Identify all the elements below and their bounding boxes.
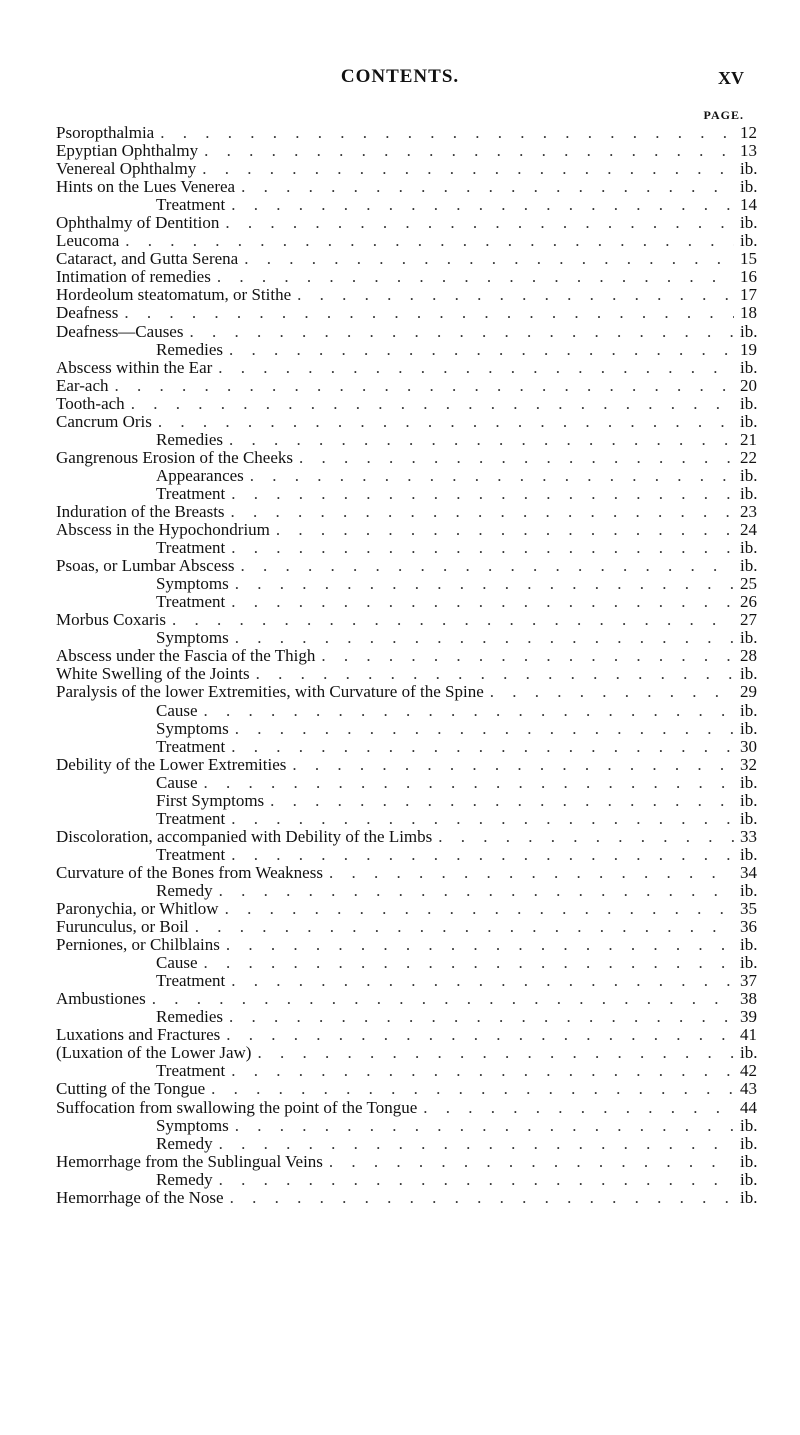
toc-entry-page: ib. — [740, 1133, 758, 1153]
toc-entry-title: White Swelling of the Joints — [56, 664, 250, 684]
toc-entry — [56, 972, 764, 990]
dot-leader — [490, 683, 734, 701]
toc-entry-page: 28 — [740, 646, 757, 666]
dot-leader — [219, 1135, 734, 1153]
toc-entry-page: ib. — [740, 538, 758, 558]
toc-entry-page: 17 — [740, 285, 757, 305]
dot-leader — [229, 341, 734, 359]
toc-entry-page: 43 — [740, 1079, 757, 1099]
toc-entry — [56, 449, 764, 467]
dot-leader — [231, 810, 734, 828]
toc-entry — [56, 1008, 764, 1026]
dot-leader — [270, 792, 734, 810]
toc-entry-title: Hemorrhage from the Sublingual Veins — [56, 1151, 323, 1171]
toc-entry-title: Curvature of the Bones from Weakness — [56, 862, 323, 882]
toc-entry-title: Treatment — [156, 808, 226, 828]
dot-leader — [276, 521, 734, 539]
toc-entry-title: Deafness — [56, 303, 119, 323]
dot-leader — [225, 900, 734, 918]
toc-entry-title: Cataract, and Gutta Serena — [56, 249, 239, 269]
toc-entry-title: Hemorrhage of the Nose — [56, 1187, 224, 1207]
toc-entry — [56, 936, 764, 954]
toc-entry — [56, 341, 764, 359]
toc-entry-title: Ear-ach — [56, 375, 109, 395]
toc-entry-title: Abscess in the Hypochondrium — [56, 520, 270, 540]
toc-entry-page: ib. — [740, 1169, 758, 1189]
toc-entry — [56, 250, 764, 268]
toc-entry-page: 18 — [740, 303, 757, 323]
toc-entry — [56, 864, 764, 882]
toc-entry-page: 41 — [740, 1025, 757, 1045]
toc-entry-title: Symptoms — [156, 1115, 229, 1135]
dot-leader — [218, 359, 734, 377]
toc-entry-page: 27 — [740, 610, 757, 630]
toc-entry-title: Remedies — [156, 339, 224, 359]
toc-entry-page: ib. — [740, 483, 758, 503]
toc-entry — [56, 774, 764, 792]
toc-entry-title: Luxations and Fractures — [56, 1025, 221, 1045]
toc-entry-title: Symptoms — [156, 718, 229, 738]
contents-list — [56, 124, 764, 1207]
toc-entry-page: 16 — [740, 267, 757, 287]
toc-entry — [56, 124, 764, 142]
toc-entry-title: Abscess under the Fascia of the Thigh — [56, 646, 316, 666]
toc-entry-title: Discoloration, accompanied with Debility of the Limbs — [56, 826, 433, 846]
toc-entry-page: ib. — [740, 880, 758, 900]
toc-entry-title: Cancrum Oris — [56, 411, 152, 431]
toc-entry — [56, 1171, 764, 1189]
dot-leader — [231, 1062, 734, 1080]
toc-entry-page: ib. — [740, 1115, 758, 1135]
dot-leader — [231, 738, 734, 756]
toc-entry-title: Remedy — [156, 880, 213, 900]
dot-leader — [256, 665, 734, 683]
toc-entry — [56, 377, 764, 395]
toc-entry-page: ib. — [740, 159, 758, 179]
toc-entry — [56, 1153, 764, 1171]
toc-entry — [56, 593, 764, 611]
toc-entry-page: ib. — [740, 935, 758, 955]
toc-entry — [56, 142, 764, 160]
dot-leader — [240, 557, 734, 575]
toc-entry — [56, 395, 764, 413]
dot-leader — [219, 1171, 734, 1189]
toc-entry-page: 12 — [740, 123, 757, 142]
toc-entry-title: Paralysis of the lower Extremities, with Curvature of the Spine — [56, 682, 484, 702]
dot-leader — [299, 449, 734, 467]
toc-entry — [56, 557, 764, 575]
toc-entry-page: 37 — [740, 971, 757, 991]
dot-leader — [292, 756, 734, 774]
toc-entry-page: 44 — [740, 1097, 757, 1117]
toc-entry-title: Gangrenous Erosion of the Cheeks — [56, 447, 294, 467]
toc-entry — [56, 1117, 764, 1135]
dot-leader — [231, 539, 734, 557]
toc-entry-title: Treatment — [156, 1061, 226, 1081]
toc-entry-title: Leucoma — [56, 231, 120, 251]
toc-entry — [56, 268, 764, 286]
dot-leader — [204, 142, 734, 160]
toc-entry — [56, 196, 764, 214]
toc-entry-title: Cause — [156, 700, 198, 720]
toc-entry-page: ib. — [740, 231, 758, 251]
dot-leader — [241, 178, 734, 196]
toc-entry-title: Treatment — [156, 736, 226, 756]
toc-entry-page: ib. — [740, 953, 758, 973]
toc-entry — [56, 431, 764, 449]
dot-leader — [231, 972, 734, 990]
toc-entry — [56, 1099, 764, 1117]
dot-leader — [204, 774, 734, 792]
dot-leader — [131, 395, 734, 413]
toc-entry — [56, 1044, 764, 1062]
toc-entry-title: Appearances — [156, 465, 244, 485]
dot-leader — [158, 413, 734, 431]
dot-leader — [115, 377, 734, 395]
toc-entry-page: ib. — [740, 790, 758, 810]
toc-entry-title: Induration of the Breasts — [56, 501, 225, 521]
toc-entry-page: 21 — [740, 429, 757, 449]
toc-entry-page: ib. — [740, 772, 758, 792]
page-number: XV — [718, 68, 744, 88]
toc-entry — [56, 611, 764, 629]
toc-entry — [56, 160, 764, 178]
toc-entry-title: Suffocation from swallowing the point of the Tongue — [56, 1097, 418, 1117]
toc-entry — [56, 413, 764, 431]
toc-entry-page: ib. — [740, 213, 758, 233]
toc-entry-title: Treatment — [156, 971, 226, 991]
toc-entry-page: ib. — [740, 393, 758, 413]
dot-leader — [204, 954, 734, 972]
dot-leader — [172, 611, 734, 629]
toc-entry-title: Tooth-ach — [56, 393, 125, 413]
dot-leader — [235, 720, 734, 738]
toc-entry — [56, 1189, 764, 1207]
toc-entry-title: (Luxation of the Lower Jaw) — [56, 1043, 252, 1063]
toc-entry-page: 30 — [740, 736, 757, 756]
toc-entry — [56, 629, 764, 647]
toc-entry — [56, 810, 764, 828]
toc-entry-title: Treatment — [156, 844, 226, 864]
toc-entry-title: Hordeolum steatomatum, or Stithe — [56, 285, 292, 305]
dot-leader — [230, 1189, 734, 1207]
toc-entry-title: Symptoms — [156, 628, 229, 648]
toc-entry-title: Intimation of remedies — [56, 267, 211, 287]
dot-leader — [160, 124, 734, 142]
page-title: CONTENTS. — [340, 66, 460, 87]
toc-entry — [56, 1080, 764, 1098]
toc-entry-title: Treatment — [156, 592, 226, 612]
toc-entry-page: 25 — [740, 574, 757, 594]
toc-entry — [56, 539, 764, 557]
toc-entry — [56, 846, 764, 864]
toc-entry — [56, 756, 764, 774]
toc-entry-page: ib. — [740, 321, 758, 341]
toc-entry-page: ib. — [740, 718, 758, 738]
toc-entry — [56, 1135, 764, 1153]
dot-leader — [297, 286, 734, 304]
toc-entry-title: Remedy — [156, 1133, 213, 1153]
toc-entry-title: Symptoms — [156, 574, 229, 594]
toc-entry — [56, 990, 764, 1008]
toc-entry-page: ib. — [740, 411, 758, 431]
toc-entry — [56, 1026, 764, 1044]
dot-leader — [202, 160, 734, 178]
toc-entry-title: Epyptian Ophthalmy — [56, 141, 199, 161]
toc-entry-page: 29 — [740, 682, 757, 702]
toc-entry-title: Deafness—Causes — [56, 321, 184, 341]
toc-entry — [56, 720, 764, 738]
toc-entry — [56, 232, 764, 250]
toc-entry — [56, 286, 764, 304]
toc-entry — [56, 485, 764, 503]
toc-entry-title: Perniones, or Chilblains — [56, 935, 220, 955]
toc-entry-page: ib. — [740, 664, 758, 684]
dot-leader — [189, 323, 734, 341]
dot-leader — [235, 1117, 734, 1135]
toc-entry-page: 20 — [740, 375, 757, 395]
dot-leader — [226, 1026, 734, 1044]
dot-leader — [231, 846, 734, 864]
dot-leader — [125, 232, 734, 250]
dot-leader — [250, 467, 734, 485]
toc-entry-page: ib. — [740, 628, 758, 648]
toc-entry — [56, 304, 764, 322]
toc-entry — [56, 900, 764, 918]
toc-entry-page: 42 — [740, 1061, 757, 1081]
toc-entry-page: 34 — [740, 862, 757, 882]
toc-entry — [56, 828, 764, 846]
toc-entry-title: Cutting of the Tongue — [56, 1079, 206, 1099]
toc-entry-page: ib. — [740, 700, 758, 720]
dot-leader — [124, 304, 734, 322]
toc-entry — [56, 702, 764, 720]
toc-entry-title: Venereal Ophthalmy — [56, 159, 197, 179]
toc-entry-page: 14 — [740, 195, 757, 215]
running-head — [0, 66, 800, 90]
toc-entry — [56, 738, 764, 756]
toc-entry-page: 13 — [740, 141, 757, 161]
dot-leader — [235, 575, 734, 593]
toc-entry-page: ib. — [740, 1187, 758, 1207]
toc-entry-page: ib. — [740, 1151, 758, 1171]
toc-entry-title: Treatment — [156, 483, 226, 503]
toc-entry-page: ib. — [740, 177, 758, 197]
toc-entry-page: ib. — [740, 357, 758, 377]
dot-leader — [229, 1008, 734, 1026]
dot-leader — [152, 990, 734, 1008]
dot-leader — [231, 503, 734, 521]
toc-entry-page: 23 — [740, 501, 757, 521]
toc-entry-page: ib. — [740, 1043, 758, 1063]
toc-entry-title: Morbus Coxaris — [56, 610, 167, 630]
toc-entry-title: Treatment — [156, 195, 226, 215]
toc-entry-title: Debility of the Lower Extremities — [56, 754, 287, 774]
toc-entry-page: 36 — [740, 917, 757, 937]
toc-entry-page: 15 — [740, 249, 757, 269]
toc-entry-page: ib. — [740, 808, 758, 828]
toc-entry-title: Paronychia, or Whitlow — [56, 899, 219, 919]
toc-entry — [56, 503, 764, 521]
toc-entry — [56, 918, 764, 936]
toc-entry-title: Treatment — [156, 538, 226, 558]
toc-entry — [56, 575, 764, 593]
toc-entry — [56, 467, 764, 485]
toc-entry — [56, 521, 764, 539]
toc-entry-page: ib. — [740, 465, 758, 485]
dot-leader — [244, 250, 734, 268]
toc-entry — [56, 323, 764, 341]
dot-leader — [211, 1080, 734, 1098]
dot-leader — [329, 864, 734, 882]
toc-entry-title: Cause — [156, 772, 198, 792]
toc-entry-title: First Symptoms — [156, 790, 265, 810]
toc-entry — [56, 882, 764, 900]
dot-leader — [423, 1099, 734, 1117]
toc-entry — [56, 683, 764, 701]
toc-entry-title: Remedy — [156, 1169, 213, 1189]
dot-leader — [195, 918, 734, 936]
toc-entry-page: 22 — [740, 447, 757, 467]
dot-leader — [217, 268, 734, 286]
toc-entry-title: Hints on the Lues Venerea — [56, 177, 236, 197]
dot-leader — [231, 593, 734, 611]
toc-entry-page: 32 — [740, 754, 757, 774]
toc-entry-title: Psoas, or Lumbar Abscess — [56, 556, 235, 576]
toc-entry — [56, 1062, 764, 1080]
dot-leader — [438, 828, 734, 846]
toc-entry-title: Ophthalmy of Dentition — [56, 213, 220, 233]
dot-leader — [229, 431, 734, 449]
dot-leader — [225, 214, 734, 232]
toc-entry — [56, 665, 764, 683]
toc-entry-page: 38 — [740, 989, 757, 1009]
dot-leader — [235, 629, 734, 647]
toc-entry-page: 35 — [740, 899, 757, 919]
toc-entry-title: Ambustiones — [56, 989, 146, 1009]
toc-entry-page: 33 — [740, 826, 757, 846]
dot-leader — [204, 702, 734, 720]
toc-entry — [56, 954, 764, 972]
dot-leader — [219, 882, 734, 900]
toc-entry-title: Abscess within the Ear — [56, 357, 213, 377]
toc-entry-page: ib. — [740, 556, 758, 576]
toc-entry-title: Remedies — [156, 429, 224, 449]
dot-leader — [321, 647, 734, 665]
toc-entry-title: Furunculus, or Boil — [56, 917, 189, 937]
toc-entry-page: 19 — [740, 339, 757, 359]
dot-leader — [231, 196, 734, 214]
toc-entry-title: Psoropthalmia — [56, 123, 155, 142]
dot-leader — [257, 1044, 734, 1062]
toc-entry-page: 24 — [740, 520, 757, 540]
page-column-label: PAGE. — [703, 108, 744, 122]
toc-entry — [56, 178, 764, 196]
toc-entry — [56, 647, 764, 665]
toc-entry — [56, 214, 764, 232]
dot-leader — [226, 936, 734, 954]
toc-entry — [56, 792, 764, 810]
toc-entry-page: ib. — [740, 844, 758, 864]
toc-entry-title: Remedies — [156, 1007, 224, 1027]
toc-entry-page: 39 — [740, 1007, 757, 1027]
toc-entry-title: Cause — [156, 953, 198, 973]
toc-entry-page: 26 — [740, 592, 757, 612]
dot-leader — [231, 485, 734, 503]
dot-leader — [329, 1153, 734, 1171]
toc-entry — [56, 359, 764, 377]
